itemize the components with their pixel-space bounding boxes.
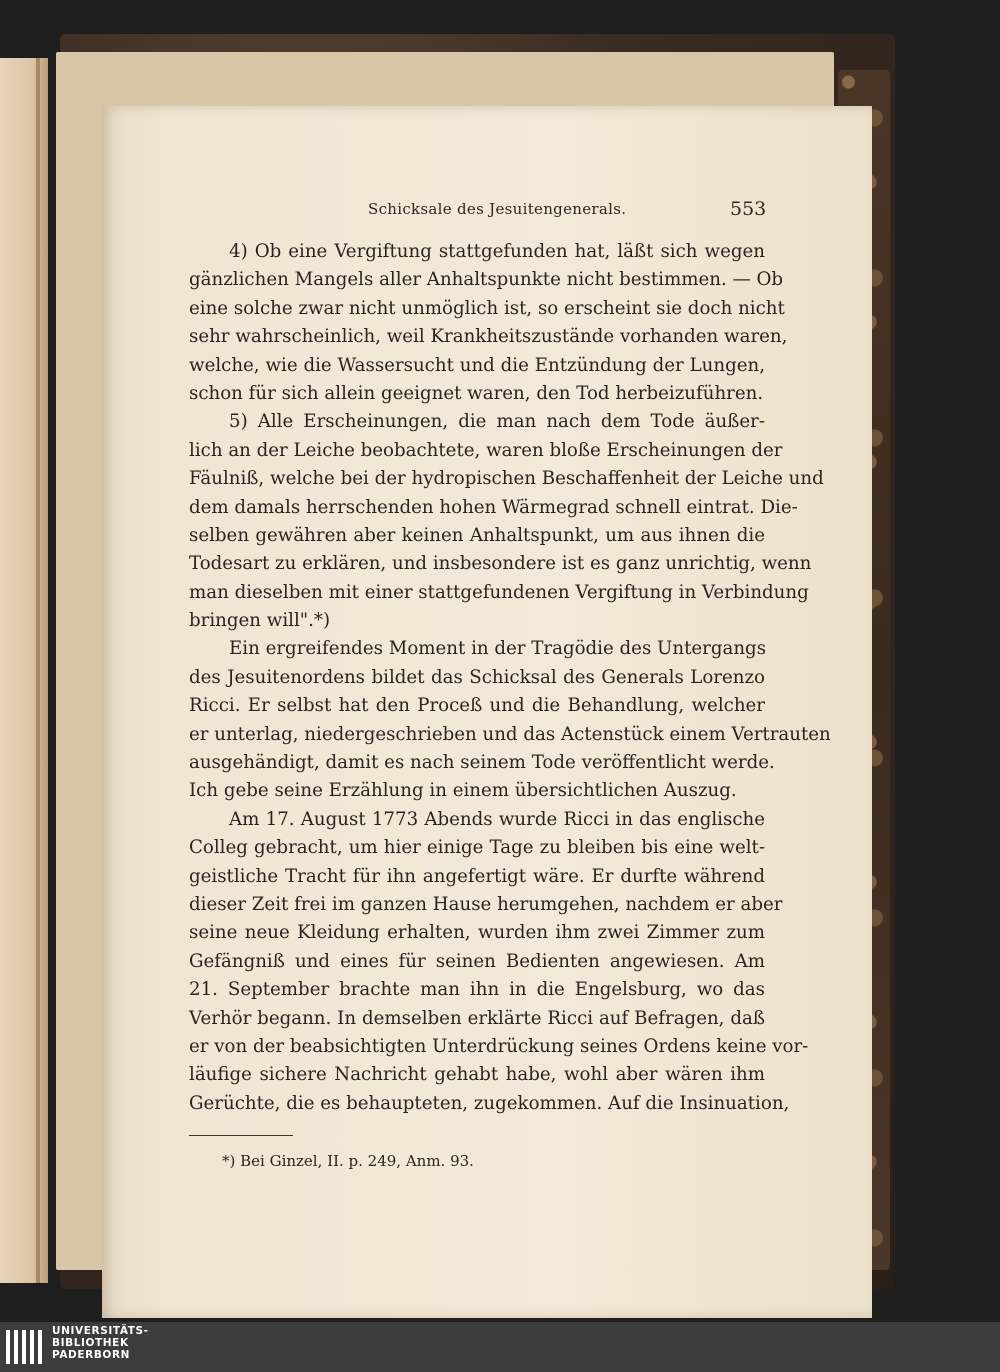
- library-logo-icon: [4, 1326, 46, 1368]
- text-line: Gerüchte, die es behaupteten, zugekommen. Auf die Insinuation,: [189, 1092, 790, 1114]
- library-name-line: BIBLIOTHEK: [52, 1337, 129, 1349]
- text-line: gänzlichen Mangels aller Anhaltspunkte nicht bestimmen. — Ob: [189, 269, 784, 291]
- library-name-line: UNIVERSITÄTS-: [52, 1325, 149, 1337]
- footnote-rule: [189, 1135, 293, 1136]
- page-number: 553: [730, 198, 767, 220]
- text-line: er von der beabsichtigten Unterdrückung seines Ordens keine vor-: [189, 1035, 809, 1057]
- text-line: Fäulniß, welche bei der hydropischen Beschaffenheit der Leiche und: [189, 468, 824, 490]
- text-line: Ein ergreifendes Moment in der Tragödie des Untergangs: [229, 638, 767, 660]
- library-name-line: PADERBORN: [52, 1349, 131, 1361]
- text-line: 4) Ob eine Vergiftung stattgefunden hat, läßt sich wegen: [229, 241, 765, 262]
- text-line: er unterlag, niedergeschrieben und das Actenstück einem Vertrauten: [189, 723, 831, 745]
- footnote: *) Bei Ginzel, II. p. 249, Anm. 93.: [222, 1152, 474, 1170]
- text-line: Gefängniß und eines für seinen Bedienten angewiesen. Am: [189, 950, 765, 972]
- text-line: läufige sichere Nachricht gehabt habe, wohl aber wären ihm: [189, 1064, 765, 1086]
- running-title: Schicksale des Jesuitengenerals.: [368, 200, 627, 218]
- gutter: [36, 58, 40, 1283]
- text-line: 5) Alle Erscheinungen, die man nach dem Tode äußer-: [229, 411, 765, 433]
- text-line: seine neue Kleidung erhalten, wurden ihm zwei Zimmer zum: [189, 922, 765, 944]
- text-line: dieser Zeit frei im ganzen Hause herumgehen, nachdem er aber: [189, 893, 783, 915]
- text-line: ausgehändigt, damit es nach seinem Tode veröffentlicht werde.: [189, 752, 775, 774]
- text-line: Am 17. August 1773 Abends wurde Ricci in das englische: [229, 808, 765, 830]
- text-line: welche, wie die Wassersucht und die Entzündung der Lungen,: [189, 354, 765, 376]
- text-line: bringen will".*): [189, 610, 331, 632]
- text-line: Todesart zu erklären, und insbesondere ist es ganz unrichtig, wenn: [189, 553, 812, 575]
- text-line: dem damals herrschenden hohen Wärmegrad schnell eintrat. Die-: [189, 496, 798, 518]
- left-page-edge: [0, 58, 48, 1283]
- library-footer: [0, 1322, 1000, 1372]
- text-line: lich an der Leiche beobachtete, waren bloße Erscheinungen der: [189, 439, 783, 461]
- page-header: [102, 198, 872, 224]
- text-line: des Jesuitenordens bildet das Schicksal des Generals Lorenzo: [189, 666, 765, 688]
- page-stack: [56, 52, 834, 1270]
- body-text: [189, 238, 831, 1118]
- text-line: eine solche zwar nicht unmöglich ist, so erscheint sie doch nicht: [189, 297, 785, 319]
- text-line: Verhör begann. In demselben erklärte Ricci auf Befragen, daß: [189, 1007, 765, 1029]
- book-page: [102, 106, 872, 1318]
- text-line: schon für sich allein geeignet waren, den Tod herbeizuführen.: [189, 382, 764, 404]
- text-line: Colleg gebracht, um hier einige Tage zu bleiben bis eine welt-: [189, 837, 765, 859]
- text-line: man dieselben mit einer stattgefundenen Vergiftung in Verbindung: [189, 581, 809, 603]
- text-line: geistliche Tracht für ihn angefertigt wäre. Er durfte während: [189, 865, 765, 887]
- library-name: [52, 1325, 149, 1361]
- text-line: selben gewähren aber keinen Anhaltspunkt, um aus ihnen die: [189, 524, 765, 546]
- text-line: Ricci. Er selbst hat den Proceß und die Behandlung, welcher: [189, 695, 765, 717]
- text-line: sehr wahrscheinlich, weil Krankheitszustände vorhanden waren,: [189, 326, 788, 348]
- text-line: Ich gebe seine Erzählung in einem übersichtlichen Auszug.: [189, 780, 737, 802]
- text-line: 21. September brachte man ihn in die Engelsburg, wo das: [189, 979, 765, 1001]
